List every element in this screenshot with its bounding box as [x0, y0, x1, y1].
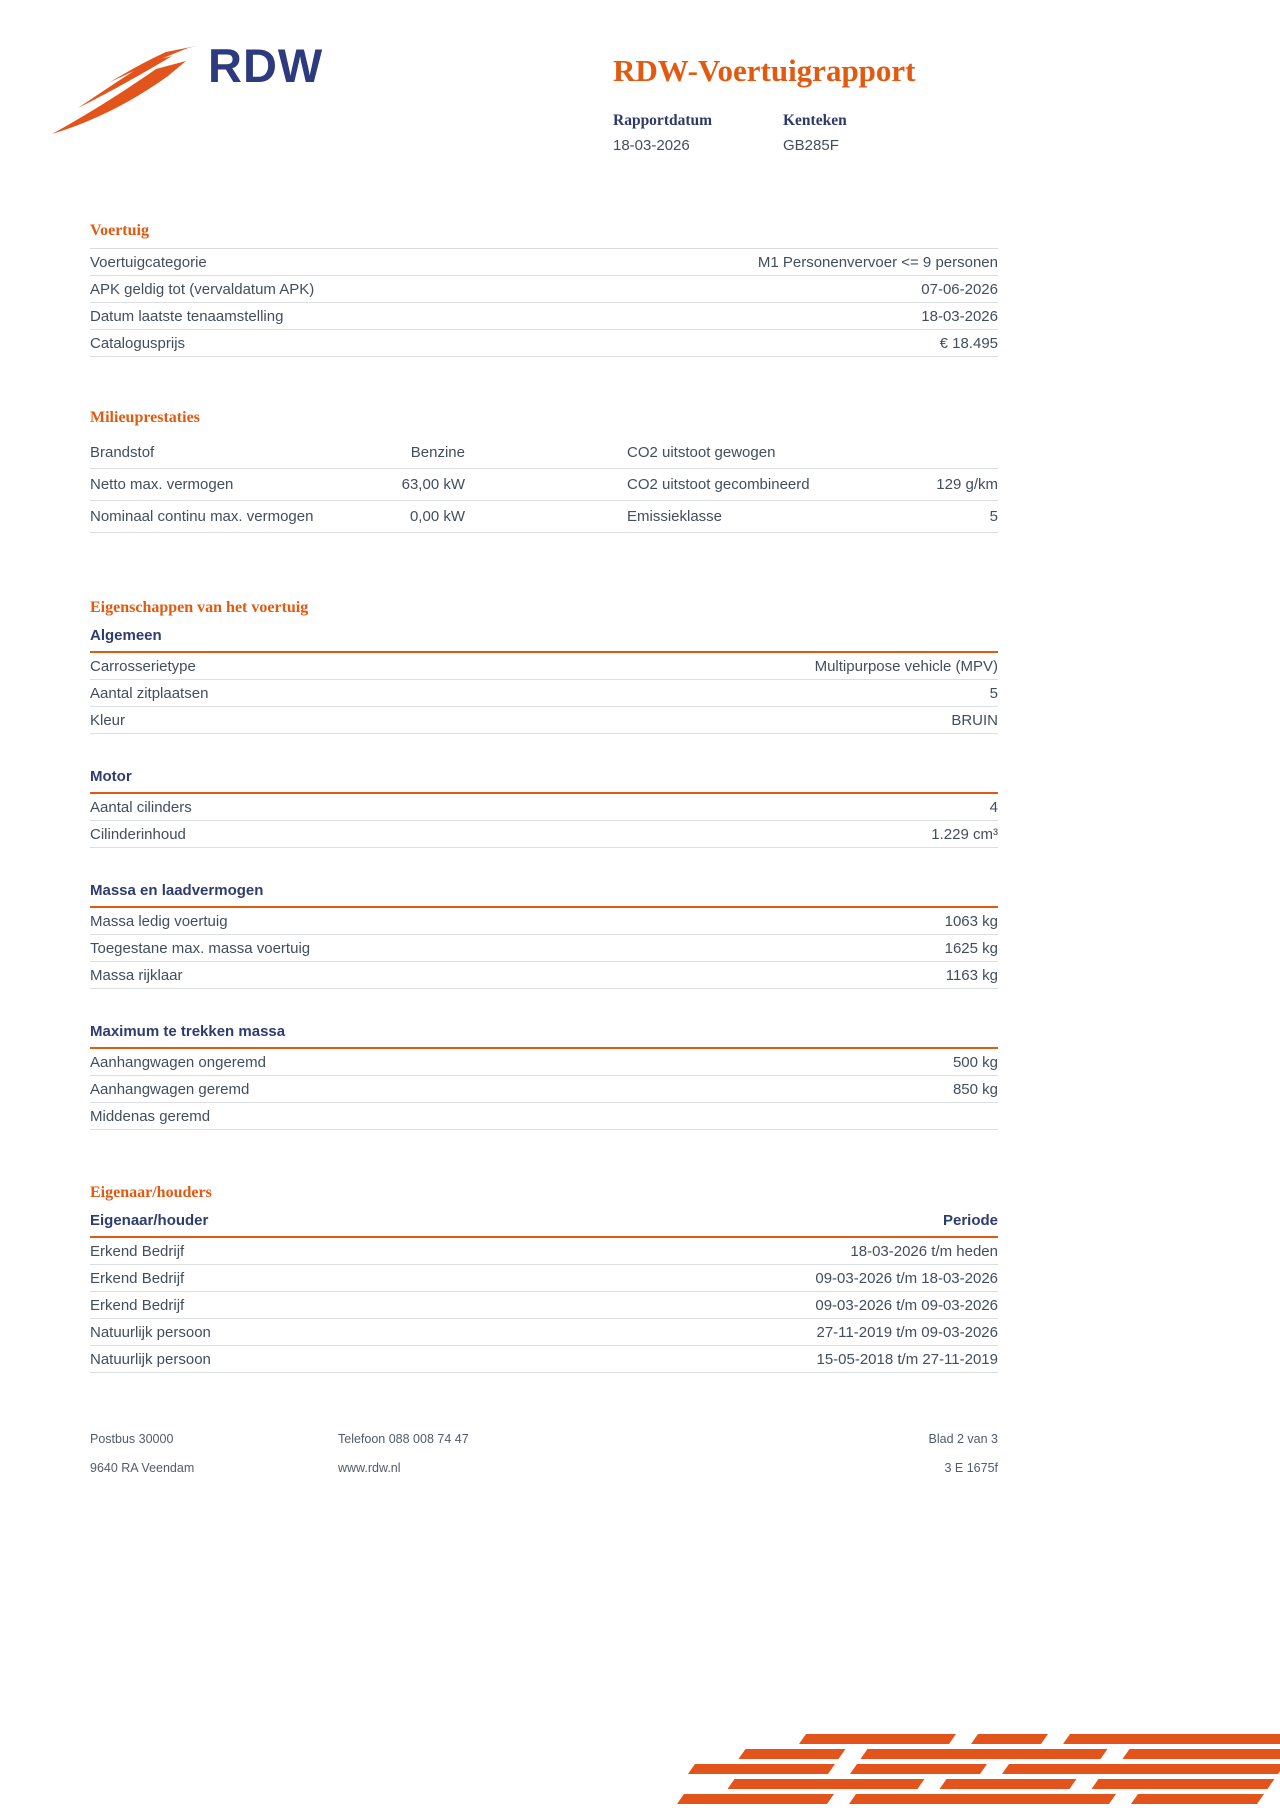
row-value: 1625 kg	[944, 939, 998, 957]
owner-name: Natuurlijk persoon	[90, 1323, 211, 1341]
table-row	[90, 653, 998, 680]
footer-website: www.rdw.nl	[338, 1461, 401, 1475]
report-header	[613, 55, 1013, 154]
massa-rows	[90, 908, 998, 989]
section-eigenschappen	[90, 599, 998, 1130]
footer-page-number: Blad 2 van 3	[928, 1432, 998, 1446]
row-value: € 18.495	[939, 334, 998, 352]
voertuig-rows	[90, 249, 998, 357]
row-label-right: CO2 uitstoot gecombineerd	[627, 476, 810, 493]
row-label-right: Emissieklasse	[627, 508, 723, 525]
period-column-header: Periode	[942, 1212, 998, 1229]
row-value: 18-03-2026	[921, 307, 998, 325]
row-label: Voertuigcategorie	[90, 253, 207, 271]
row-label: Aantal zitplaatsen	[90, 684, 209, 702]
row-label: Cilinderinhoud	[90, 825, 186, 843]
row-value: 1163 kg	[945, 966, 998, 984]
row-label: Aanhangwagen ongeremd	[90, 1053, 266, 1071]
owner-rows	[90, 1238, 998, 1373]
rapportdatum-value: 18-03-2026	[613, 136, 690, 154]
footer-pagination	[929, 1432, 999, 1475]
table-row	[90, 1346, 998, 1373]
owner-period: 09-03-2026 t/m 09-03-2026	[815, 1296, 998, 1314]
page-title: RDW-Voertuigrapport	[613, 53, 916, 88]
table-row	[90, 1076, 998, 1103]
row-value: 500 kg	[952, 1053, 998, 1071]
table-row	[90, 935, 998, 962]
section-title-milieuprestaties: Milieuprestaties	[90, 409, 200, 426]
subsection-title-motor: Motor	[90, 768, 998, 794]
section-eigenaren	[90, 1184, 998, 1373]
owner-period: 18-03-2026 t/m heden	[850, 1242, 998, 1260]
kenteken-block	[783, 112, 953, 154]
rdw-stripes-icon	[652, 1734, 1280, 1808]
row-label: Carrosserietype	[90, 657, 196, 675]
table-row	[90, 1319, 998, 1346]
section-milieuprestaties	[90, 409, 998, 533]
owner-column-header: Eigenaar/houder	[90, 1212, 209, 1229]
footer-city: 9640 RA Veendam	[90, 1461, 195, 1475]
owner-period: 27-11-2019 t/m 09-03-2026	[816, 1323, 998, 1341]
table-row	[90, 330, 998, 357]
table-row	[90, 469, 998, 501]
subsection-motor	[90, 768, 998, 848]
footer-form-code: 3 E 1675f	[944, 1461, 998, 1475]
table-row	[90, 821, 998, 848]
algemeen-rows	[90, 653, 998, 734]
section-title-eigenschappen: Eigenschappen van het voertuig	[90, 599, 309, 616]
subsection-title-massa: Massa en laadvermogen	[90, 882, 998, 908]
subsection-title-trekken: Maximum te trekken massa	[90, 1023, 998, 1049]
table-row	[90, 1238, 998, 1265]
row-label: Aantal cilinders	[90, 798, 192, 816]
owner-table-header	[90, 1212, 998, 1238]
rapportdatum-block	[613, 112, 783, 154]
table-row	[90, 962, 998, 989]
row-label: Datum laatste tenaamstelling	[90, 307, 284, 325]
table-row	[90, 1292, 998, 1319]
subsection-massa	[90, 882, 998, 989]
table-row	[90, 707, 998, 734]
rdw-logo	[48, 39, 324, 141]
owner-name: Erkend Bedrijf	[90, 1296, 185, 1314]
trekken-rows	[90, 1049, 998, 1130]
rdw-logo-text: RDW	[208, 39, 324, 92]
kenteken-label: Kenteken	[783, 111, 847, 129]
owner-name: Erkend Bedrijf	[90, 1242, 185, 1260]
footer-postbus: Postbus 30000	[90, 1432, 174, 1446]
bottom-stripes-art	[652, 1734, 1280, 1808]
subsection-title-algemeen: Algemeen	[90, 627, 998, 653]
rapportdatum-label: Rapportdatum	[613, 111, 713, 129]
row-value-left: 0,00 kW	[409, 508, 465, 525]
kenteken-value: GB285F	[783, 136, 839, 154]
table-row	[90, 303, 998, 330]
table-row	[90, 1103, 998, 1130]
row-label: APK geldig tot (vervaldatum APK)	[90, 280, 315, 298]
table-row	[90, 249, 998, 276]
row-value-right: 129 g/km	[936, 476, 998, 493]
row-value: 1.229 cm³	[931, 825, 998, 843]
row-value: M1 Personenvervoer <= 9 personen	[757, 253, 998, 271]
row-label: Aanhangwagen geremd	[90, 1080, 250, 1098]
page-footer	[90, 1432, 998, 1492]
table-row	[90, 1265, 998, 1292]
table-row	[90, 680, 998, 707]
section-voertuig	[90, 222, 998, 357]
row-label: Massa rijklaar	[90, 966, 183, 984]
footer-contact	[338, 1432, 469, 1475]
row-label-right: CO2 uitstoot gewogen	[627, 444, 776, 461]
row-value: BRUIN	[951, 711, 998, 729]
row-value: 5	[989, 684, 998, 702]
row-value: 1063 kg	[944, 912, 998, 930]
report-content	[90, 222, 998, 1373]
owner-name: Natuurlijk persoon	[90, 1350, 211, 1368]
rdw-swoosh-icon	[48, 46, 198, 141]
report-meta	[613, 112, 1013, 154]
row-label: Kleur	[90, 711, 126, 729]
owner-period: 15-05-2018 t/m 27-11-2019	[816, 1350, 998, 1368]
milieu-rows	[90, 437, 998, 533]
table-row	[90, 1049, 998, 1076]
row-label-left: Brandstof	[90, 444, 155, 461]
owner-period: 09-03-2026 t/m 18-03-2026	[815, 1269, 998, 1287]
table-row	[90, 276, 998, 303]
section-title-voertuig: Voertuig	[90, 222, 998, 249]
table-row	[90, 908, 998, 935]
table-row	[90, 437, 998, 469]
row-label-left: Nominaal continu max. vermogen	[90, 508, 314, 525]
subsection-trekken	[90, 1023, 998, 1130]
section-title-eigenaren: Eigenaar/houders	[90, 1184, 212, 1201]
table-row	[90, 794, 998, 821]
row-label: Middenas geremd	[90, 1107, 211, 1125]
row-value: 850 kg	[952, 1080, 998, 1098]
owner-name: Erkend Bedrijf	[90, 1269, 185, 1287]
row-value-left: Benzine	[410, 444, 465, 461]
row-value: Multipurpose vehicle (MPV)	[814, 657, 998, 675]
row-value-right: 5	[989, 508, 998, 525]
row-value-left: 63,00 kW	[401, 476, 465, 493]
row-label: Catalogusprijs	[90, 334, 186, 352]
footer-address	[90, 1432, 194, 1475]
subsection-algemeen	[90, 627, 998, 734]
row-label: Massa ledig voertuig	[90, 912, 228, 930]
row-label: Toegestane max. massa voertuig	[90, 939, 311, 957]
row-label-left: Netto max. vermogen	[90, 476, 234, 493]
table-row	[90, 501, 998, 533]
footer-phone: Telefoon 088 008 74 47	[338, 1432, 469, 1446]
row-value: 07-06-2026	[921, 280, 998, 298]
row-value: 4	[989, 798, 998, 816]
motor-rows	[90, 794, 998, 848]
